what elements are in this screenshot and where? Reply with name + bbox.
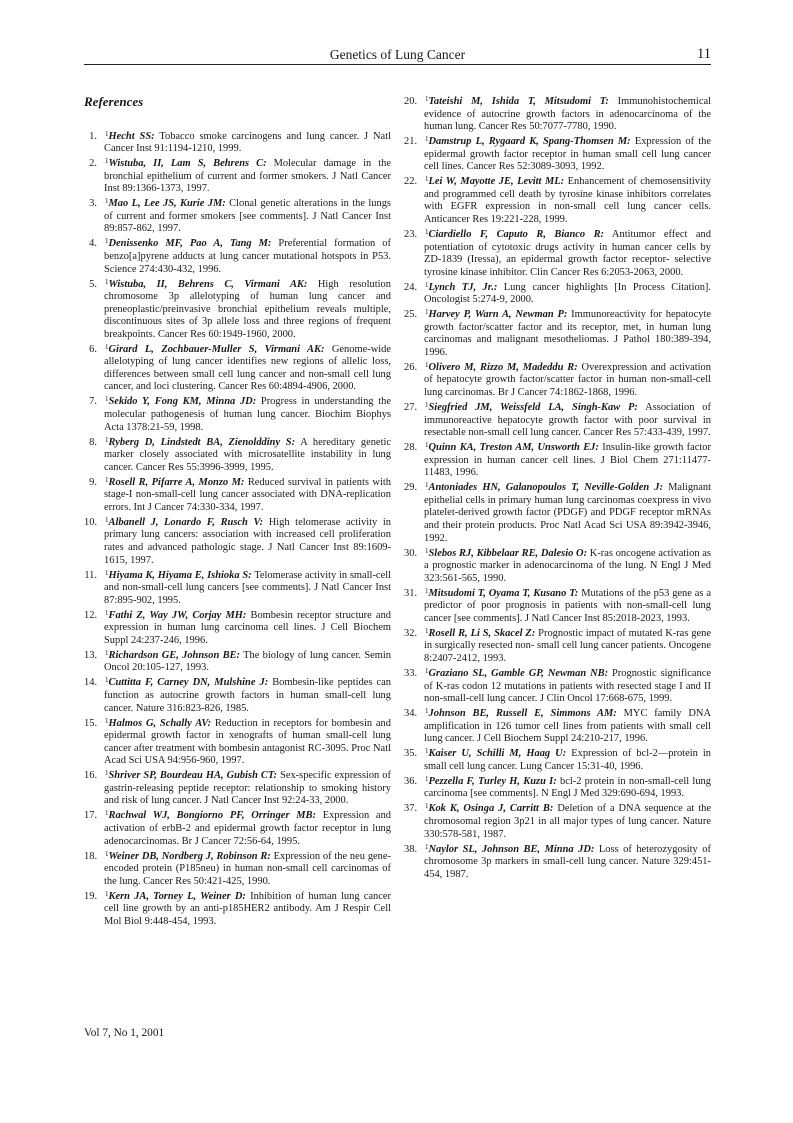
page-number: 11 bbox=[697, 46, 711, 62]
reference-item bbox=[84, 238, 391, 276]
reference-number: 26. bbox=[404, 361, 418, 373]
superscript-marker: 1 bbox=[425, 308, 429, 317]
reference-item bbox=[84, 570, 391, 608]
superscript-marker: 1 bbox=[105, 515, 109, 524]
reference-text: Deletion of a DNA sequence at the chromosomal region 3p21 in all major types of lung cancer. Nature 330:578-581, 1987. bbox=[424, 803, 712, 840]
reference-text: Expression of the neu gene-encoded protein (P185neu) in human non-small cell carcinomas of the lung. Cancer Res 50:421-425, 1990. bbox=[104, 850, 391, 887]
reference-text: Progress in understanding the molecular pathogenesis of human lung cancer. Biochim Biophys Acta 1378:21-59, 1998. bbox=[104, 396, 391, 433]
reference-number: 21. bbox=[404, 136, 418, 148]
reference-number: 7. bbox=[89, 396, 97, 408]
reference-authors: Lynch TJ, Jr.: bbox=[428, 281, 498, 293]
reference-text: Insulin-like growth factor expression in human cancer cell lines. J Biol Chem 271:11477-11483, 1996. bbox=[424, 442, 712, 479]
reference-text: Genome-wide allelotyping of lung cancer identifies new regions of allelic loss, differences between small cell lung cancer and non-small cell lung cancer, and loci clustering. Cancer Res 60:4894-4906, 2000. bbox=[104, 343, 392, 393]
reference-number: 3. bbox=[89, 198, 97, 210]
reference-text: Immunohistochemical evidence of autocrine growth factors in adenocarcinoma of the human lung. Cancer Res 50:7077-7780, 1990. bbox=[424, 96, 711, 133]
superscript-marker: 1 bbox=[105, 237, 109, 246]
reference-number: 18. bbox=[84, 850, 98, 862]
reference-item bbox=[404, 748, 711, 773]
reference-item bbox=[84, 198, 391, 236]
superscript-marker: 1 bbox=[105, 716, 109, 725]
reference-text: Clonal genetic alterations in the lungs of current and former smokers [see comments]. J Natl Cancer Inst 89:857-862, 1997. bbox=[104, 198, 391, 235]
reference-item bbox=[404, 96, 711, 134]
reference-authors: Girard L, Zochbauer-Muller S, Virmani AK: bbox=[108, 343, 325, 355]
reference-authors: Ryberg D, Lindstedt BA, Zienolddiny S: bbox=[108, 436, 296, 448]
reference-text: Preferential formation of benzo[a]pyrene adducts at lung cancer mutational hotspots in P53. Science 274:430-432, 1996. bbox=[104, 238, 391, 275]
reference-number: 9. bbox=[89, 476, 97, 488]
reference-number: 35. bbox=[404, 748, 418, 760]
reference-text: Immunoreactivity for hepatocyte growth factor/scatter factor and its receptor, met, in human lung carcinomas and malignant mesotheliomas. J Pathol 180:389-394, 1996. bbox=[424, 309, 711, 358]
superscript-marker: 1 bbox=[105, 342, 109, 351]
reference-text: Antitumor effect and potentiation of cytotoxic drugs activity in human cancer cells by ZD-1839 (Iressa), an epidermal growth factor receptor- selective tyrosine kinase inhibitor. Clin Cancer Res 6:2053-2063, 2000. bbox=[424, 228, 711, 278]
reference-item bbox=[404, 803, 711, 841]
reference-number: 23. bbox=[404, 228, 418, 240]
reference-item bbox=[84, 770, 391, 808]
superscript-marker: 1 bbox=[425, 280, 429, 289]
reference-number: 13. bbox=[84, 649, 98, 661]
superscript-marker: 1 bbox=[105, 676, 109, 685]
reference-authors: Rosell R, Li S, Skacel Z: bbox=[428, 627, 536, 639]
reference-item bbox=[404, 588, 711, 626]
reference-number: 20. bbox=[404, 96, 418, 107]
reference-item bbox=[84, 677, 391, 715]
reference-text: Inhibition of human lung cancer cell line growth by an anti-p185HER2 antibody. Am J Respir Cell Mol Biol 9:448-454, 1993. bbox=[104, 890, 391, 927]
running-header bbox=[84, 44, 711, 65]
reference-authors: Lei W, Mayotte JE, Levitt ML: bbox=[428, 176, 565, 188]
reference-authors: Denissenko MF, Pao A, Tang M: bbox=[108, 238, 272, 250]
reference-number: 34. bbox=[404, 708, 418, 720]
superscript-marker: 1 bbox=[105, 197, 109, 206]
reference-number: 1. bbox=[89, 130, 97, 142]
superscript-marker: 1 bbox=[105, 395, 109, 404]
reference-authors: Tateishi M, Ishida T, Mitsudomi T: bbox=[428, 96, 609, 107]
reference-number: 14. bbox=[84, 677, 98, 689]
reference-text: Molecular damage in the bronchial epithelium of current and former smokers. J Natl Cancer Inst 89:1366-1373, 1997. bbox=[104, 158, 391, 195]
superscript-marker: 1 bbox=[425, 360, 429, 369]
reference-text: Loss of heterozygosity of chromosome 3p markers in small-cell lung cancer. Nature 329:451-454, 1987. bbox=[424, 843, 711, 880]
reference-item bbox=[404, 776, 711, 801]
reference-item bbox=[84, 396, 391, 434]
reference-item bbox=[404, 229, 711, 279]
reference-authors: Weiner DB, Nordberg J, Robinson R: bbox=[108, 850, 271, 862]
reference-item bbox=[84, 650, 391, 675]
reference-item bbox=[404, 668, 711, 706]
superscript-marker: 1 bbox=[425, 802, 429, 811]
reference-text: High resolution chromosome 3p allelotyping of human lung cancer and preneoplastic/preinvasive bronchial epithelium reveals multiple, discontinuous sites of 3p allele loss and three regions of frequent breakpoints. Cancer Res 60:1949-1960, 2000. bbox=[104, 278, 391, 340]
superscript-marker: 1 bbox=[425, 842, 429, 851]
reference-authors: Graziano SL, Gamble GP, Newman NB: bbox=[428, 668, 609, 680]
superscript-marker: 1 bbox=[105, 568, 109, 577]
reference-text: Prognostic significance of K-ras codon 12 mutations in patients with resected stage I and II non-small-cell lung cancer. J Clin Oncol 17:668-675, 1999. bbox=[424, 668, 711, 705]
superscript-marker: 1 bbox=[425, 707, 429, 716]
reference-item bbox=[404, 442, 711, 480]
reference-number: 15. bbox=[84, 717, 98, 729]
reference-number: 4. bbox=[89, 238, 97, 250]
reference-authors: Halmos G, Schally AV: bbox=[108, 717, 212, 729]
reference-text: Malignant epithelial cells in primary human lung carcinomas coexpress in vivo platelet-derived growth factor (PDGF) and PDGF receptor mRNAs and their protein products. Proc Natl Acad Sci USA 89:3942-3946, 1992. bbox=[424, 482, 712, 544]
reference-authors: Wistuba, II, Behrens C, Virmani AK: bbox=[108, 278, 308, 290]
reference-number: 8. bbox=[89, 436, 97, 448]
reference-authors: Harvey P, Warn A, Newman P: bbox=[428, 309, 568, 321]
reference-number: 29. bbox=[404, 482, 418, 494]
reference-authors: Kok K, Osinga J, Carritt B: bbox=[428, 803, 554, 815]
reference-authors: Rachwal WJ, Bongiorno PF, Orringer MB: bbox=[108, 810, 316, 822]
reference-authors: Kaiser U, Schilli M, Haag U: bbox=[428, 748, 567, 760]
reference-text: Enhancement of chemosensitivity and programmed cell death by tyrosine kinase inhibitors correlates with EGFR expression in non-small cell lung cancer cells. Anticancer Res 19:221-228, 1999. bbox=[424, 176, 711, 225]
superscript-marker: 1 bbox=[105, 277, 109, 286]
reference-authors: Richardson GE, Johnson BE: bbox=[108, 649, 240, 661]
reference-text: Sex-specific expression of gastrin-releasing peptide receptor: relationship to smoking history and risk of lung cancer. J Natl Cancer Inst 92:24-33, 2000. bbox=[104, 770, 391, 807]
reference-text: Mutations of the p53 gene as a predictor of poor prognosis in patients with non-small-cell lung cancer [see comments]. J Natl Cancer Inst 85:2018-2023, 1993. bbox=[424, 587, 712, 624]
reference-list-left bbox=[84, 131, 391, 929]
reference-item bbox=[84, 810, 391, 848]
reference-item bbox=[404, 136, 711, 174]
reference-text: Tobacco smoke carcinogens and lung cancer. J Natl Cancer Inst 91:1194-1210, 1999. bbox=[104, 130, 391, 155]
superscript-marker: 1 bbox=[425, 441, 429, 450]
superscript-marker: 1 bbox=[425, 175, 429, 184]
reference-item bbox=[84, 131, 391, 156]
reference-item bbox=[404, 362, 711, 400]
reference-number: 25. bbox=[404, 309, 418, 321]
reference-text: Bombesin-like peptides can function as autocrine growth factors in human small-cell lung cancer. Nature 316:823-826, 1985. bbox=[104, 677, 391, 714]
reference-text: The biology of lung cancer. Semin Oncol 20:105-127, 1993. bbox=[104, 649, 391, 674]
reference-item bbox=[404, 282, 711, 307]
superscript-marker: 1 bbox=[425, 135, 429, 144]
reference-text: Reduction in receptors for bombesin and epidermal growth factor in xenografts of human small-cell lung cancer after treatment with bombesin antagonist RC-3095. Proc Natl Acad Sci USA 94:956-960, 1997. bbox=[104, 717, 391, 767]
reference-authors: Albanell J, Lonardo F, Rusch V: bbox=[108, 516, 264, 528]
left-column bbox=[84, 94, 391, 931]
section-title: References bbox=[84, 94, 144, 109]
reference-number: 17. bbox=[84, 810, 98, 822]
reference-number: 2. bbox=[89, 158, 97, 170]
reference-authors: Damstrup L, Rygaard K, Spang-Thomsen M: bbox=[428, 136, 631, 148]
reference-item bbox=[84, 158, 391, 196]
superscript-marker: 1 bbox=[105, 475, 109, 484]
reference-list-right bbox=[404, 96, 711, 881]
reference-text: A hereditary genetic marker closely associated with microsatellite instability in lung cancer. Cancer Res 55:3996-3999, 1995. bbox=[104, 436, 391, 473]
superscript-marker: 1 bbox=[425, 626, 429, 635]
reference-text: Association of immunoreactive hepatocyte growth factor with poor survival in resectable non-small cell lung cancer. Cancer Res 57:433-439, 1997. bbox=[424, 402, 712, 439]
reference-text: Overexpression and activation of hepatocyte growth factor/scatter factor in human non-small-cell lung carcinomas. Br J Cancer 74:1862-1868, 1996. bbox=[424, 361, 711, 399]
superscript-marker: 1 bbox=[105, 769, 109, 778]
superscript-marker: 1 bbox=[105, 129, 109, 138]
reference-number: 22. bbox=[404, 176, 418, 188]
reference-number: 24. bbox=[404, 281, 418, 293]
superscript-marker: 1 bbox=[425, 774, 429, 783]
footer-volume: Vol 7, No 1, 2001 bbox=[84, 1027, 165, 1039]
reference-number: 36. bbox=[404, 775, 418, 787]
reference-number: 5. bbox=[89, 278, 97, 290]
reference-item bbox=[84, 517, 391, 567]
reference-authors: Shriver SP, Bourdeau HA, Gubish CT: bbox=[108, 770, 277, 782]
reference-item bbox=[84, 477, 391, 515]
reference-item bbox=[404, 176, 711, 226]
reference-text: MYC family DNA amplification in 126 tumor cell lines from patients with small cell lung cancer. J Cell Biochem Suppl 24:210-217, 1996. bbox=[424, 708, 712, 745]
reference-text: Telomerase activity in small-cell and non-small-cell lung cancers [see comments]. J Natl Cancer Inst 87:895-902, 1995. bbox=[104, 569, 391, 606]
reference-authors: Siegfried JM, Weissfeld LA, Singh-Kaw P: bbox=[428, 402, 638, 414]
reference-authors: Kern JA, Torney L, Weiner D: bbox=[108, 890, 246, 902]
superscript-marker: 1 bbox=[105, 435, 109, 444]
superscript-marker: 1 bbox=[425, 95, 429, 103]
superscript-marker: 1 bbox=[105, 157, 109, 166]
reference-text: bcl-2 protein in non-small-cell lung carcinoma [see comments]. N Engl J Med 329:690-694, 1993. bbox=[424, 775, 711, 800]
reference-authors: Fathi Z, Way JW, Corjay MH: bbox=[108, 609, 247, 621]
reference-authors: Sekido Y, Fong KM, Minna JD: bbox=[108, 396, 257, 408]
reference-number: 37. bbox=[404, 803, 418, 815]
reference-authors: Cuttitta F, Carney DN, Mulshine J: bbox=[108, 677, 269, 689]
reference-text: K-ras oncogene activation as a prognostic marker in adenocarcinoma of the lung. N Engl J Med 323:561-565, 1990. bbox=[424, 547, 711, 584]
reference-number: 38. bbox=[404, 843, 418, 855]
reference-number: 6. bbox=[89, 343, 97, 355]
reference-authors: Antoniades HN, Galanopoulos T, Neville-Golden J: bbox=[428, 482, 663, 494]
superscript-marker: 1 bbox=[105, 889, 109, 898]
reference-number: 27. bbox=[404, 402, 418, 414]
reference-item bbox=[404, 402, 711, 440]
reference-authors: Mao L, Lee JS, Kurie JM: bbox=[108, 198, 226, 210]
reference-text: High telomerase activity in primary lung cancers: association with increased cell proliferation rates and advanced pathologic stage. J Natl Cancer Inst 89:1609-1615, 1997. bbox=[104, 516, 391, 566]
superscript-marker: 1 bbox=[425, 586, 429, 595]
reference-item bbox=[84, 279, 391, 342]
reference-number: 30. bbox=[404, 547, 418, 559]
reference-authors: Olivero M, Rizzo M, Madeddu R: bbox=[428, 361, 578, 373]
superscript-marker: 1 bbox=[105, 648, 109, 657]
reference-authors: Johnson BE, Russell E, Simmons AM: bbox=[428, 708, 617, 720]
reference-item bbox=[404, 482, 711, 545]
reference-text: Expression of the epidermal growth factor receptor in human small cell lung cancer cell lines. Cancer Res 52:3089-3093, 1992. bbox=[424, 136, 711, 173]
reference-number: 28. bbox=[404, 442, 418, 454]
reference-text: Lung cancer highlights [In Process Citation]. Oncologist 5:274-9, 2000. bbox=[424, 281, 711, 306]
reference-item bbox=[84, 891, 391, 929]
reference-item bbox=[84, 610, 391, 648]
reference-number: 31. bbox=[404, 587, 418, 599]
reference-authors: Wistuba, II, Lam S, Behrens C: bbox=[108, 158, 267, 170]
superscript-marker: 1 bbox=[425, 747, 429, 756]
reference-number: 19. bbox=[84, 890, 98, 902]
reference-authors: Pezzella F, Turley H, Kuzu I: bbox=[428, 775, 557, 787]
reference-authors: Slebos RJ, Kibbelaar RE, Dalesio O: bbox=[428, 547, 588, 559]
reference-text: Bombesin receptor structure and expression in human lung carcinoma cell lines. J Cell Biochem Suppl 24:237-246, 1996. bbox=[104, 609, 392, 646]
superscript-marker: 1 bbox=[425, 481, 429, 490]
superscript-marker: 1 bbox=[425, 546, 429, 555]
reference-text: Reduced survival in patients with stage-I non-small-cell lung cancer associated with DNA-replication errors. Int J Cancer 74:330-334, 1997. bbox=[104, 476, 391, 513]
reference-number: 32. bbox=[404, 627, 418, 639]
reference-item bbox=[84, 437, 391, 475]
reference-authors: Mitsudomi T, Oyama T, Kusano T: bbox=[428, 587, 579, 599]
reference-item bbox=[84, 851, 391, 889]
reference-authors: Quinn KA, Treston AM, Unsworth EJ: bbox=[428, 442, 599, 454]
superscript-marker: 1 bbox=[425, 667, 429, 676]
running-title: Genetics of Lung Cancer bbox=[329, 47, 466, 62]
right-column bbox=[404, 96, 711, 884]
reference-item bbox=[84, 344, 391, 394]
reference-item bbox=[404, 548, 711, 586]
superscript-marker: 1 bbox=[105, 849, 109, 858]
reference-text: Prognostic impact of mutated K-ras gene in surgically resected non- small cell lung cancer patients. Oncogene 8:2407-2412, 1993. bbox=[424, 627, 711, 664]
superscript-marker: 1 bbox=[105, 809, 109, 818]
reference-number: 16. bbox=[84, 770, 98, 782]
reference-authors: Rosell R, Pifarre A, Monzo M: bbox=[108, 476, 245, 488]
reference-text: Expression and activation of erbB-2 and epidermal growth factor receptor in lung adenocarcinomas. Br J Cancer 72:56-64, 1995. bbox=[104, 810, 392, 847]
reference-authors: Naylor SL, Johnson BE, Minna JD: bbox=[428, 843, 595, 855]
superscript-marker: 1 bbox=[425, 401, 429, 410]
superscript-marker: 1 bbox=[425, 227, 429, 236]
reference-number: 11. bbox=[84, 569, 97, 581]
reference-text: Expression of bcl-2—protein in small cell lung cancer. Lung Cancer 15:31-40, 1996. bbox=[424, 748, 711, 772]
reference-item bbox=[84, 718, 391, 768]
reference-authors: Hiyama K, Hiyama E, Ishioka S: bbox=[108, 569, 252, 581]
reference-item bbox=[404, 708, 711, 746]
superscript-marker: 1 bbox=[105, 608, 109, 617]
reference-authors: Hecht SS: bbox=[108, 130, 155, 142]
reference-item bbox=[404, 309, 711, 359]
reference-item bbox=[404, 844, 711, 882]
reference-authors: Ciardiello F, Caputo R, Bianco R: bbox=[428, 228, 605, 240]
reference-item bbox=[404, 628, 711, 666]
reference-number: 12. bbox=[84, 609, 98, 621]
reference-number: 10. bbox=[84, 516, 98, 528]
reference-number: 33. bbox=[404, 668, 418, 680]
